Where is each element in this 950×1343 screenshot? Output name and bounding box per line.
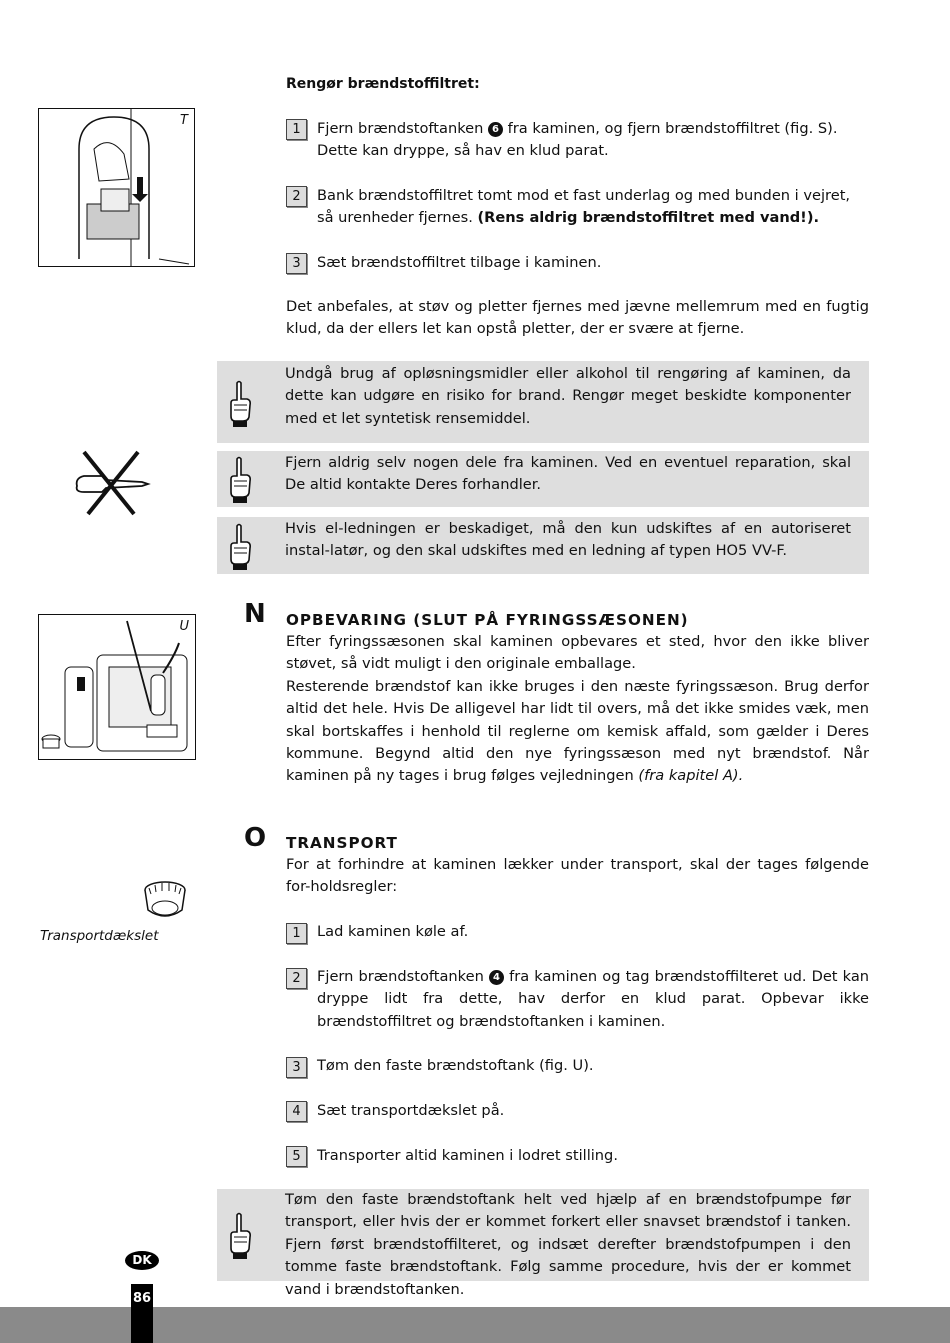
pointing-hand-icon (225, 379, 255, 429)
step-number-box: 1 (286, 119, 307, 140)
crossed-screwdriver-icon (72, 446, 152, 518)
step-number-box: 5 (286, 1146, 307, 1167)
filter-step-2 (317, 185, 869, 230)
warning-box (217, 1189, 869, 1298)
warning-text: Fjern aldrig selv nogen dele fra kaminen. Ved en eventuel reparation, skal De altid kontakte Deres forhandler. (285, 454, 851, 494)
figure-u-label: U (179, 619, 189, 634)
filter-removal-illustration (39, 109, 194, 266)
transport-cap-illustration (140, 878, 190, 924)
step-number-box: 3 (286, 253, 307, 274)
page-number: 86 (132, 1291, 152, 1306)
transport-step-3: Tøm den faste brændstoftank (fig. U). (317, 1057, 594, 1074)
step-text: Dette kan dryppe, så hav en klud parat. (317, 142, 609, 160)
section-title: OPBEVARING (SLUT PÅ FYRINGSSÆSONEN) (286, 611, 689, 629)
transport-step-4: Sæt transportdækslet på. (317, 1102, 505, 1119)
warning-text: Undgå brug af opløsningsmidler eller alkohol til rengøring af kaminen, da dette kan udgøre en risiko for brand. Rengør meget beskidte komponenter med et let syntetisk rensemiddel. (285, 365, 851, 427)
section-title: TRANSPORT (286, 834, 398, 852)
filter-heading: Rengør brændstoffiltret: (286, 76, 480, 92)
step-text: Bank brændstoffiltret tomt mod et fast underlag og med bunden i vejret, (317, 187, 851, 204)
chapter-reference: (fra kapitel A). (638, 767, 744, 785)
section-n-body (286, 631, 869, 788)
pointing-hand-icon (225, 1211, 255, 1261)
filter-step-3: Sæt brændstoffiltret tilbage i kaminen. (317, 254, 602, 271)
step-number-box: 2 (286, 968, 307, 989)
part-number-badge: 6 (488, 122, 503, 137)
figure-t-label: T (180, 113, 188, 128)
recommend-paragraph: Det anbefales, at støv og pletter fjernes med jævne mellemrum med en fugtig klud, da der ellers let kan opstå pletter, der er svære at fjerne. (286, 298, 869, 338)
transport-cap-caption: Transportdækslet (40, 928, 159, 944)
warning-box (217, 361, 869, 443)
section-letter: O (244, 823, 267, 853)
transport-step-1: Lad kaminen køle af. (317, 923, 469, 940)
warning-text: Tøm den faste brændstoftank helt ved hjælp af en brændstofpumpe før transport, eller hvis der er kommet forkert eller snavset brændstof i tanken. Fjern først brændstoffilteret, og indsæt derefter brændstofpumpen i den tomme faste brændstoftank. Følg samme procedure, hvis der er kommet vand i brændstoftanken. (285, 1191, 851, 1298)
step-text: Fjern brændstoftanken (317, 120, 489, 137)
figure-u (38, 614, 196, 760)
section-letter: N (244, 599, 266, 629)
step-text: fra kaminen, og fjern brændstoffiltret (fig. S). (503, 120, 838, 137)
step-number-box: 1 (286, 923, 307, 944)
section-o-intro: For at forhindre at kaminen lækker under transport, skal der tages følgende for-holdsregler: (286, 856, 869, 896)
step-text: Fjern brændstoftanken (317, 968, 489, 985)
language-badge: DK (125, 1251, 159, 1270)
paragraph: Efter fyringssæsonen skal kaminen opbevares et sted, hvor den ikke bliver støvet, så vidt muligt i den originale emballage. (286, 633, 869, 673)
pointing-hand-icon (225, 455, 255, 505)
step-number-box: 4 (286, 1101, 307, 1122)
warning-box (217, 517, 869, 574)
transport-step-2 (317, 966, 869, 1033)
step-number-box: 2 (286, 186, 307, 207)
step-bold-note: (Rens aldrig brændstoffiltret med vand!). (477, 209, 820, 227)
storage-illustration (39, 615, 195, 759)
paragraph (286, 676, 869, 788)
step-text: så urenheder fjernes. (317, 209, 478, 227)
step-text: fra kaminen og tag brændstoffilteret ud. Det kan dryppe lidt fra dette, hav derfor en klud parat. Opbevar ikke brændstoffiltret og brændstoftanken i kaminen. (317, 968, 870, 1030)
paragraph-text: Resterende brændstof kan ikke bruges i den næste fyringssæson. Brug derfor altid det hele. Hvis De alligevel har lidt til overs, må det ikke smides væk, men skal bortskaffes i henhold til reglerne om kemisk affald, som gælder i Deres kommune. Begynd altid den nye fyringssæson med nyt brændstof. Når kaminen på ny tages i brug følges vejledningen (286, 677, 869, 785)
warning-box (217, 451, 869, 507)
pointing-hand-icon (225, 522, 255, 572)
part-number-badge: 4 (489, 970, 504, 985)
step-number-box: 3 (286, 1057, 307, 1078)
filter-step-1 (317, 118, 869, 163)
figure-t (38, 108, 195, 267)
transport-step-5: Transporter altid kaminen i lodret stilling. (317, 1147, 618, 1164)
warning-text: Hvis el-ledningen er beskadiget, må den kun udskiftes af en autoriseret instal-latør, og den skal udskiftes med en ledning af typen HO5 VV-F. (285, 520, 851, 560)
